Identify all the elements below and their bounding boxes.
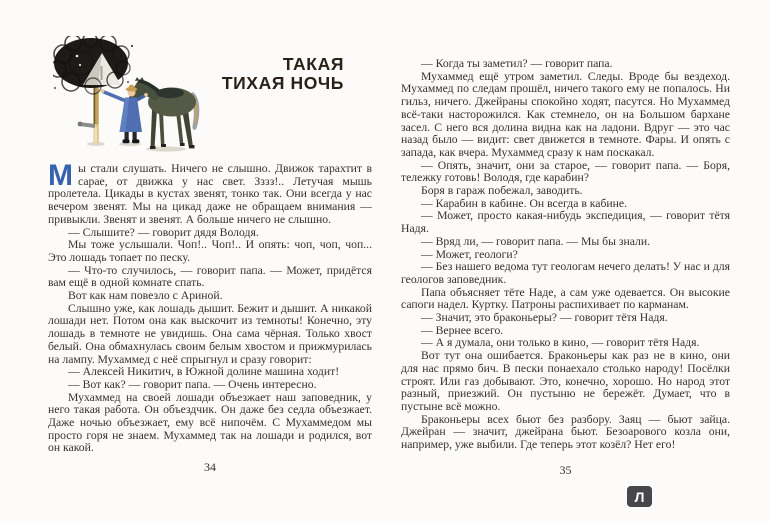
paragraph: — Алексей Никитич, в Южной долине машина ходит! <box>68 365 340 379</box>
paragraph: Слышно уже, как лошадь дышит. Бежит и дышит. А никакой лошади нет. Потом она как выскочит из темноты! Конечно, эту лошадь в темноте не увидишь. Она сама чёрная. Только хвост белый. Она обмахнулась своим белым хвостом и прижмурилась на лампу. Мухаммед с неё спрыгнул и сразу говорит: <box>48 301 372 366</box>
paragraph: — Вернее всего. <box>421 323 504 337</box>
chapter-title-line2: ТИХАЯ НОЧЬ <box>221 72 344 93</box>
insect-swarm-icon <box>53 36 133 94</box>
paragraph-text: ы стали слушать. Ничего не слышно. Движок тарахтит в сарае, от движка у нас свет. Зззз!.. Летучая мышь пролетела. Цикады в кустах звенят, тонко так. Они всегда у нас вечером звенят. Мы на цикад даже не обращаем внимания — привыкли. Звенят и звенят. А больше ничего не слышно. <box>48 162 372 226</box>
page-right <box>401 0 730 521</box>
paragraph: — Карабин в кабине. Он всегда в кабине. <box>421 196 628 210</box>
drop-cap: М <box>48 159 73 192</box>
page-number-left: 34 <box>204 460 216 474</box>
paragraph: — Без нашего ведома тут геологам нечего делать! У нас и для геологов заповедник. <box>401 260 730 286</box>
paragraph: Вот как нам повезло с Ариной. <box>68 289 223 303</box>
right-page-text <box>401 58 730 452</box>
labirint-logo <box>627 486 652 507</box>
paragraph: — Слышите? — говорит дядя Володя. <box>68 225 259 239</box>
page-number-right: 35 <box>559 463 572 477</box>
chapter-title-line1: ТАКАЯ <box>282 54 344 74</box>
paragraph: — Может, геологи? <box>421 247 518 261</box>
paragraph: — Значит, это браконьеры? — говорит тётя Надя. <box>421 311 668 325</box>
left-page-text <box>48 159 372 455</box>
paragraph <box>48 159 372 227</box>
paragraph: Браконьеры всех бьют без разбору. Заяц — бьют зайца. Джейран — значит, джейрана бьют. Безоарового козла они, например, уже выбили. Где теперь этот козёл? Нет его! <box>401 412 730 452</box>
labirint-logo-letter: Л <box>634 488 645 505</box>
paragraph: — Что-то случилось, — говорит папа. — Может, придётся вам ещё в одной комнате спать. <box>48 263 372 290</box>
horse-back-patch <box>156 88 184 98</box>
paragraph: — Вряд ли, — говорит папа. — Мы бы знали. <box>421 234 651 248</box>
paragraph: Мухаммед на своей лошади объезжает наш заповедник, у него такая работа. Он объездчик. Он даже без седла объезжает. Даже ночью объезжает, ему всё нипочём. С Мухаммедом мы просто горя не знаем. Мухаммед так на лошади и родился, вот он какой. <box>48 390 372 455</box>
ground-shadow <box>87 142 186 152</box>
horse-figure <box>129 77 199 149</box>
paragraph: — Когда ты заметил? — говорит папа. <box>421 57 613 70</box>
paragraph: Папа объясняет тёте Наде, а сам уже одевается. Он высокие сапоги надел. Куртку. Патроны распихивает по карманам. <box>401 285 730 312</box>
chapter-title <box>222 55 344 92</box>
page-left <box>48 0 372 521</box>
paragraph: Мы тоже услышали. Чоп!.. Чоп!.. И опять: чоп, чоп, чоп... Это лошадь топает по песку. <box>48 238 372 264</box>
paragraph: — А я думала, они только в кино, — говорит тётя Надя. <box>421 336 700 350</box>
paragraph: Боря в гараж побежал, заводить. <box>421 184 583 198</box>
paragraph: — Вот как? — говорит папа. — Очень интересно. <box>68 377 317 391</box>
paragraph: Вот тут она ошибается. Браконьеры как раз не в кино, они для нас прямо бич. В пески понаехало столько народу! Посёлки строят. Или газ добывают. Это, конечно, хорошо. Но народ этот разный, приезжий. Он пустыню не бережёт. Думает, что в пустыне всё можно. <box>401 349 730 413</box>
paragraph: Мухаммед ещё утром заметил. Следы. Вроде бы вездеход. Мухаммед по следам прошёл, ничего такого ему не попалось. Ни гильз, ничего. Джейраны спокойно ходят, пасутся. Но Мухаммед всё-таки насторожился. Как стемнело, он на Большом бархане засел. С него вся долина видна как на ладони. Вдруг — это час назад было — видит: свет движется в темноте. Фары. И опять с запада, как вчера. Мухаммед сразу к нам поскакал. <box>401 69 730 159</box>
paragraph: — Опять, значит, они за старое, — говорит папа. — Боря, тележку готовь! Володя, где карабин? <box>401 158 730 185</box>
illustration <box>53 36 211 158</box>
paragraph: — Может, просто какая-нибудь экспедиция, — говорит тётя Надя. <box>401 209 730 236</box>
